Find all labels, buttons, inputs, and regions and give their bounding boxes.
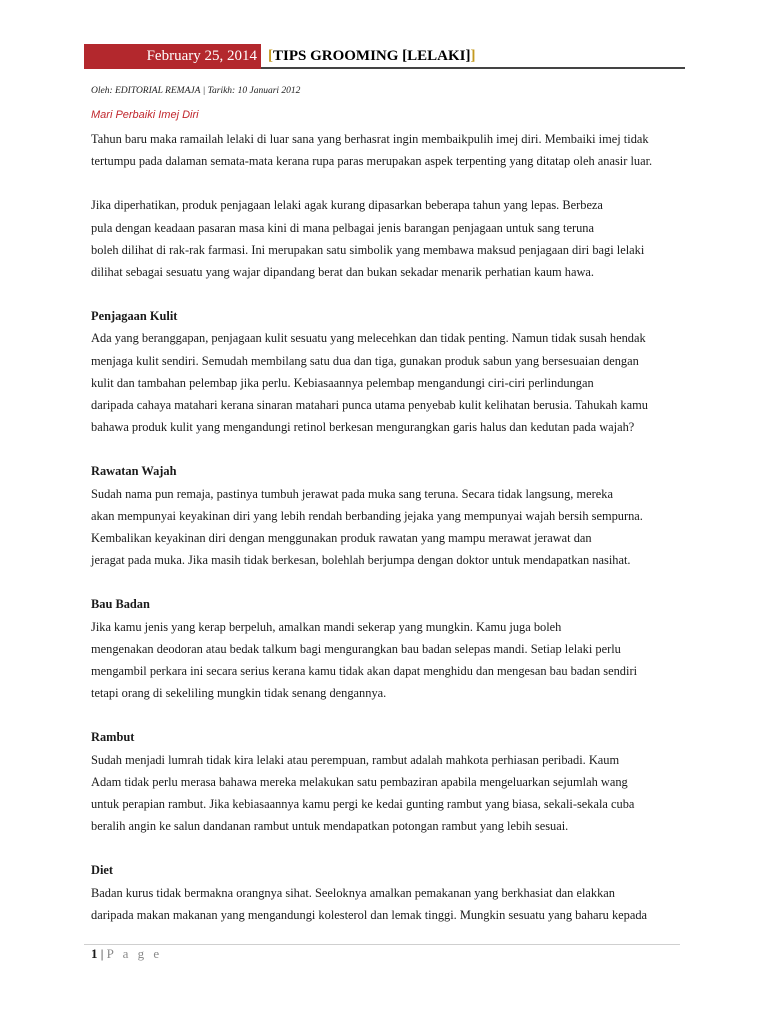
paragraph-line: boleh dilihat di rak-rak farmasi. Ini merupakan satu simbolik yang membawa maksud penjagaan diri bagi lelaki <box>91 242 645 257</box>
paragraph-line: Jika diperhatikan, produk penjagaan lelaki agak kurang dipasarkan beberapa tahun yang lepas. Berbeza <box>91 198 603 213</box>
section-line: akan mempunyai keyakinan diri yang lebih rendah berbanding jejaka yang mempunyai wajah bersih sempurna. <box>91 508 643 523</box>
section-line: Badan kurus tidak bermakna orangnya sihat. Seeloknya amalkan pemakanan yang berkhasiat dan elakkan <box>91 885 616 900</box>
section-line: beralih angin ke salun dandanan rambut untuk mendapatkan potongan rambut yang lebih sesuai. <box>91 819 569 834</box>
byline: Oleh: EDITORIAL REMAJA | Tarikh: 10 Januari 2012 <box>91 86 301 96</box>
section-line: Kembalikan keyakinan diri dengan menggunakan produk rawatan yang mampu merawat jerawat dan <box>91 531 592 546</box>
intro-line: Tahun baru maka ramailah lelaki di luar sana yang berhasrat ingin membaikpulih imej diri. Membaiki imej tidak <box>91 132 649 146</box>
header-date: February 25, 2014 <box>84 44 261 69</box>
footer-rule <box>84 944 680 945</box>
section-heading-diet: Diet <box>91 863 114 878</box>
paragraph-line: pula dengan keadaan pasaran masa kini di mana pelbagai jenis barangan penjagaan untuk sang teruna <box>91 220 595 235</box>
section-heading-penjagaan-kulit: Penjagaan Kulit <box>91 309 178 324</box>
title-text: TIPS GROOMING [LELAKI] <box>273 48 471 64</box>
section-line: Jika kamu jenis yang kerap berpeluh, amalkan mandi sekerap yang mungkin. Kamu juga boleh <box>91 619 562 634</box>
paragraph-line: dilihat sebagai sesuatu yang wajar dipandang berat dan bukan sekadar menarik perhatian kaum hawa. <box>91 265 595 280</box>
section-line: daripada cahaya matahari kerana sinaran matahari punca utama penyebab kulit kelihatan berusia. Tahukah kamu <box>91 398 648 413</box>
section-line: Ada yang beranggapan, penjagaan kulit sesuatu yang melecehkan dan tidak penting. Namun tidak susah hendak <box>91 331 646 346</box>
section-heading-bau-badan: Bau Badan <box>91 597 150 612</box>
section-line: Sudah menjadi lumrah tidak kira lelaki atau perempuan, rambut adalah mahkota perhiasan peribadi. Kaum <box>91 752 620 767</box>
section-line: menjaga kulit sendiri. Semudah membilang satu dua dan tiga, gunakan produk sabun yang bersesuaian dengan <box>91 353 639 368</box>
section-line: bahawa produk kulit yang mengandungi retinol berkesan mengurangkan garis halus dan kedutan pada wajah? <box>91 420 635 435</box>
section-line: mengambil perkara ini secara serius kerana kamu tidak akan dapat menghidu dan mengesan bau badan sendiri <box>91 664 638 679</box>
section-line: Sudah nama pun remaja, pastinya tumbuh jerawat pada muka sang teruna. Secara tidak langsung, mereka <box>91 486 613 501</box>
document-title <box>268 44 476 69</box>
intro-line: tertumpu pada dalaman semata-mata kerana rupa paras merupakan aspek terpenting yang ditatap oleh anasir luar. <box>91 154 653 169</box>
section-line: daripada makan makanan yang mengandungi kolesterol dan lemak tinggi. Mungkin sesuatu yang baharu kepada <box>91 907 648 922</box>
section-line: untuk perapian rambut. Jika kebiasaannya kamu pergi ke kedai gunting rambut yang biasa, sekali-sekala cuba <box>91 797 635 812</box>
section-line: mengenakan deodoran atau bedak talkum bagi mengurangkan bau badan selepas mandi. Setiap lelaki perlu <box>91 641 621 656</box>
section-line: tetapi orang di sekeliling mungkin tidak senang dengannya. <box>91 686 387 701</box>
article-body <box>91 128 677 926</box>
page-footer <box>91 946 162 962</box>
title-bracket-open: [ <box>268 48 273 64</box>
section-heading-rambut: Rambut <box>91 730 135 745</box>
article-subtitle: Mari Perbaiki Imej Diri <box>91 109 199 121</box>
section-heading-rawatan-wajah: Rawatan Wajah <box>91 464 177 479</box>
footer-separator: | <box>97 946 107 961</box>
header-rule <box>261 67 685 69</box>
page-number: 1 <box>91 946 98 961</box>
section-line: jeragat pada muka. Jika masih tidak berkesan, bolehlah berjumpa dengan doktor untuk mendapatkan nasihat. <box>91 553 631 568</box>
title-bracket-close: ] <box>470 48 476 64</box>
section-line: Adam tidak perlu merasa bahawa mereka melakukan satu pembaziran apabila mengeluarkan sejumlah wang <box>91 774 628 789</box>
page-label: P a g e <box>106 946 163 961</box>
section-line: kulit dan tambahan pelembap jika perlu. Kebiasaannya pelembap mengandungi ciri-ciri perlindungan <box>91 375 594 390</box>
